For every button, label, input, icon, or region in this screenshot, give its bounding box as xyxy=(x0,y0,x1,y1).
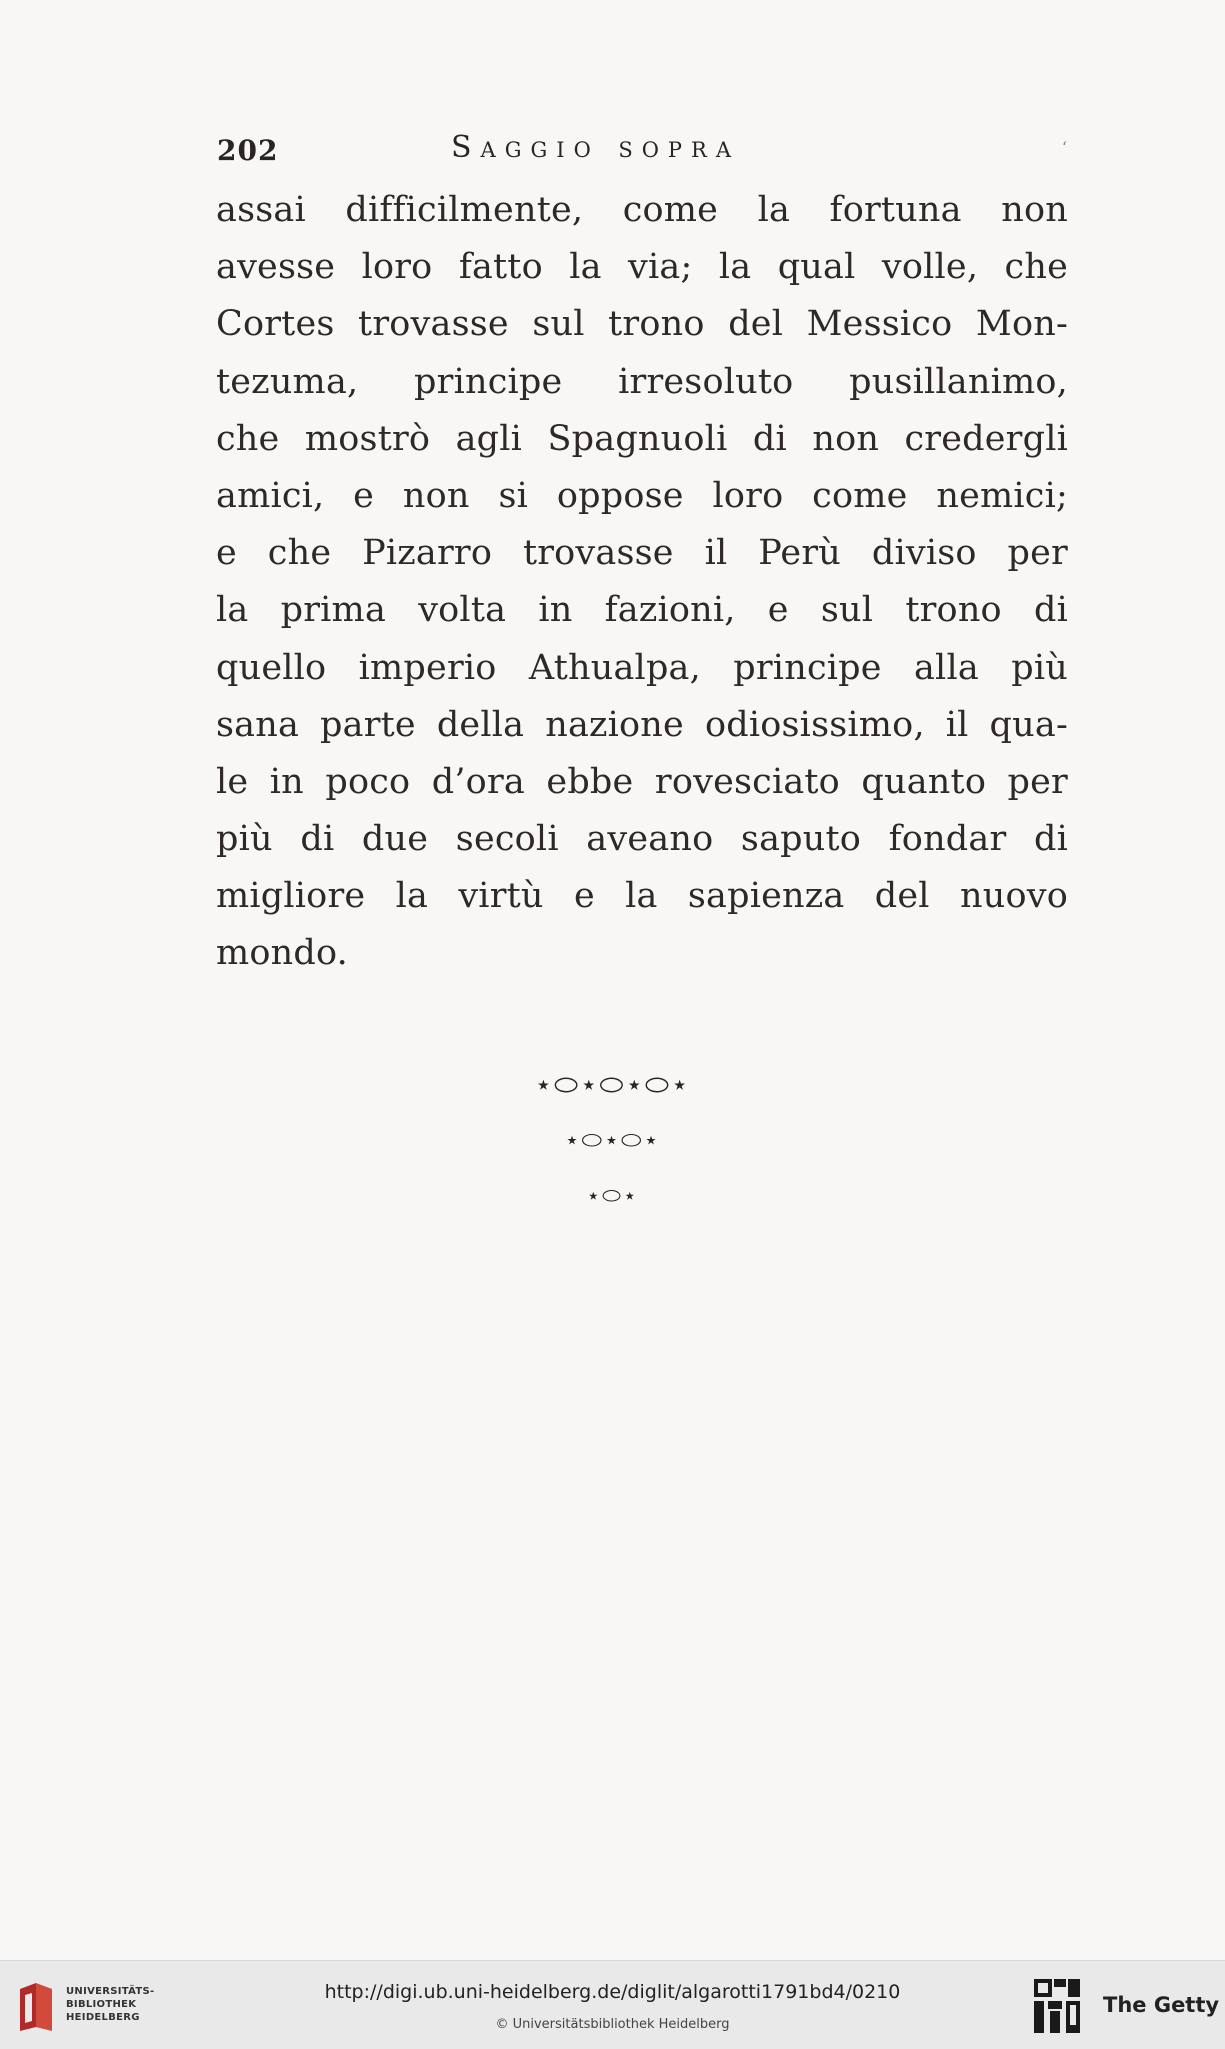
ornament-row-2: ⋆⬭⋆⬭⋆ xyxy=(564,1126,661,1154)
text-line: assai difficilmente, come la fortuna non xyxy=(216,190,1068,230)
ornament-row-1: ⋆⬭⋆⬭⋆⬭⋆ xyxy=(534,1068,691,1101)
text-line: quello imperio Athualpa, principe alla più xyxy=(216,647,1068,688)
getty-logo-icon xyxy=(1032,1977,1082,2035)
text-line: e che Pizarro trovasse il Perù diviso per xyxy=(216,533,1068,574)
library-name-line: HEIDELBERG xyxy=(66,2012,140,2023)
text-line: più di due secoli aveano saputo fondar di xyxy=(216,819,1068,860)
page-number: 202 xyxy=(217,134,279,167)
body-text xyxy=(216,182,1068,983)
library-name-line: UNIVERSITÄTS- xyxy=(66,1986,155,1997)
page-header xyxy=(217,130,1067,174)
text-line: tezuma, principe irresoluto pusillanimo, xyxy=(216,361,1068,402)
text-line: le in poco d’ora ebbe rovesciato quanto per xyxy=(216,761,1068,802)
text-line: Cortes trovasse sul trono del Messico Mon- xyxy=(216,304,1068,345)
ornament-row-3: ⋆⬭⋆ xyxy=(586,1184,639,1209)
text-line: mondo. xyxy=(216,933,348,974)
text-line: che mostrò agli Spagnuoli di non credergli xyxy=(216,418,1068,459)
text-line: avesse loro fatto la via; la qual volle, che xyxy=(216,247,1068,288)
text-line: amici, e non si oppose loro come nemici; xyxy=(216,475,1068,516)
copyright-notice: © Universitätsbibliothek Heidelberg xyxy=(495,2017,730,2032)
library-name-line: BIBLIOTHEK xyxy=(66,1999,137,2010)
partner-name: The Getty xyxy=(1103,1993,1220,2017)
text-line: la prima volta in fazioni, e sul trono di xyxy=(216,590,1068,631)
header-mark: ‘ xyxy=(1061,138,1067,157)
viewer-footer xyxy=(0,1960,1225,2049)
running-title: Saggio sopra xyxy=(451,130,741,165)
text-line: sana parte della nazione odiosissimo, il qua- xyxy=(216,704,1068,745)
permalink-url[interactable]: http://digi.ub.uni-heidelberg.de/diglit/algarotti1791bd4/0210 xyxy=(324,1981,901,2003)
text-line: migliore la virtù e la sapienza del nuovo xyxy=(216,876,1068,917)
